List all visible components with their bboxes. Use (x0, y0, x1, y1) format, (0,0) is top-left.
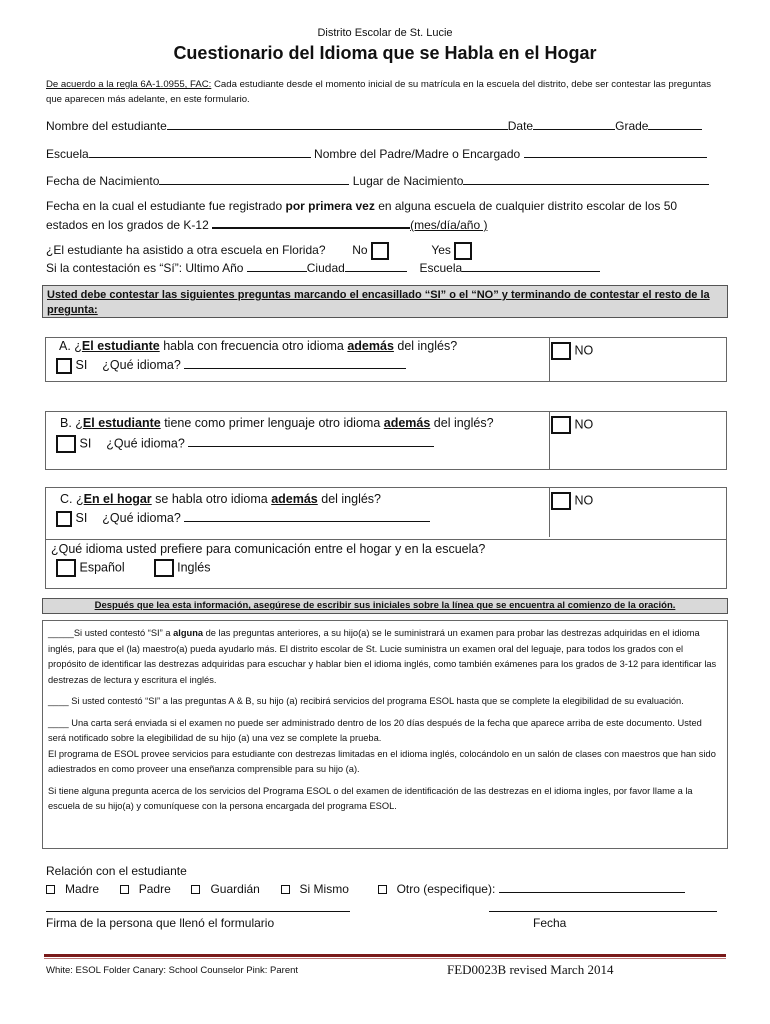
question-a-no-checkbox[interactable] (551, 342, 571, 360)
question-c-text: C. ¿En el hogar se habla otro idioma además del inglés? (60, 492, 382, 506)
self-checkbox[interactable] (281, 885, 290, 894)
parent-name-field[interactable] (524, 146, 707, 158)
question-a-box (45, 337, 727, 382)
florida-yes-checkbox[interactable] (454, 242, 472, 260)
initials-notice: Después que lea esta información, asegúrese de escribir sus iniciales sobre la línea que se encuentra al comienzo de la oración. (42, 598, 728, 614)
question-a-language-label: ¿Qué idioma? (102, 358, 181, 372)
city-label: Ciudad (306, 261, 345, 275)
question-b-divider (549, 412, 550, 469)
question-a-divider (549, 338, 550, 381)
first-reg-date-field[interactable] (212, 216, 410, 229)
relation-label: Relación con el estudiante (46, 864, 187, 878)
florida-no-label: No (352, 243, 368, 258)
grade-label: Grade (615, 119, 649, 133)
info-paragraph-4: El programa de ESOL provee servicios para estudiante con destrezas limitadas en el idioma inglés, colocándolo en un salón de clases con maestros que han sido adiestrados en como proveer una enseñanza comprensible para su hijo (a). (48, 748, 716, 774)
form-title: Cuestionario del Idioma que se Habla en el Hogar (173, 43, 597, 63)
question-a-si-label: SI (75, 358, 88, 372)
first-reg-bold: por primera vez (285, 199, 375, 213)
question-a-si-checkbox[interactable] (56, 358, 72, 374)
student-name-field[interactable] (167, 118, 508, 130)
first-reg-text: Fecha en la cual el estudiante fue registrado (46, 199, 286, 213)
question-c-no-row (551, 492, 593, 510)
date-label: Date (507, 119, 534, 133)
question-c-si-row (56, 510, 430, 527)
form-revision: FED0023B revised March 2014 (447, 962, 614, 977)
question-b-si-checkbox[interactable] (56, 435, 76, 453)
question-b-text: B. ¿El estudiante tiene como primer lenguaje otro idioma además del inglés? (60, 416, 494, 430)
first-reg-text2: en alguna escuela de cualquier distrito escolar de los 50 (374, 199, 678, 213)
signature-date-line[interactable] (489, 911, 717, 912)
information-block (42, 620, 728, 849)
question-b-language-field[interactable] (188, 435, 434, 447)
english-label: Inglés (177, 560, 211, 575)
grade-field[interactable] (648, 118, 702, 130)
question-c-separator (46, 539, 726, 540)
question-c-language-field[interactable] (184, 510, 430, 522)
info-paragraph-2: ____ Si usted contestó “SI” a las preguntas A & B, su hijo (a) recibirá servicios del programa ESOL hasta que se complete la elegibilidad de su evaluación. (48, 696, 684, 706)
first-registration-line1 (46, 199, 677, 213)
instructions-header: Usted debe contestar las siguientes preguntas marcando el encasillado “SI” o el “NO” y terminando de contestar el resto de la pregunta: (42, 285, 728, 318)
intro-text: Cada estudiante desde el momento inicial de su matrícula en la escuela del distrito, debe ser contestar las preguntas que aparecen más adelante, en este formulario. (46, 79, 712, 105)
question-b-box (45, 411, 727, 470)
info-paragraph-3: ____ Una carta será enviada si el examen no puede ser administrado dentro de los 20 días después de la fecha que aparece arriba de este documento. Usted será notificado sobre la elegibilidad de su hijo (a) una vez se complete la prueba. (48, 717, 702, 743)
date-format-hint: (mes/día/año ) (410, 218, 488, 232)
preference-options (56, 559, 210, 577)
spanish-checkbox[interactable] (56, 559, 76, 577)
father-checkbox[interactable] (120, 885, 129, 894)
father-label: Padre (138, 882, 171, 896)
question-a-no-row (551, 342, 593, 360)
if-yes-label: Si la contestación es “Sí”: Ultimo Año (46, 261, 247, 275)
birth-date-field[interactable] (159, 173, 349, 185)
guardian-label: Guardián (210, 882, 260, 896)
question-c-divider (549, 488, 550, 537)
question-b-no-checkbox[interactable] (551, 416, 571, 434)
last-year-field[interactable] (247, 260, 307, 272)
question-c-no-checkbox[interactable] (551, 492, 571, 510)
info-paragraph-1: _____Si usted contestó “SI” a alguna de las preguntas anteriores, a su hijo(a) se le suministrará un examen para probar las destrezas adquiridas en el idioma inglés, para que el (la) maestro(a) pueda ayudarlo más. El distrito escolar de St. Lucie suministra un examen oral del leguaje, para todos los grados con el propósito de identificar las destrezas adquiridas para escuchar y hablar bien el idioma inglés, como también exámenes para los grados de 3-12 para identificar las destrezas de lectura y escritura el inglés. (48, 628, 717, 685)
school2-label: Escuela (419, 261, 463, 275)
birth-date-label: Fecha de Nacimiento (46, 174, 160, 188)
question-c-box (45, 487, 727, 589)
birth-place-field[interactable] (463, 173, 709, 185)
question-c-si-label: SI (75, 511, 88, 525)
parent-name-label: Nombre del Padre/Madre o Encargado (314, 147, 521, 161)
copy-distribution: White: ESOL Folder Canary: School Counselor Pink: Parent (46, 965, 299, 976)
footer-rule (44, 954, 726, 957)
question-b-no-label: NO (574, 417, 594, 432)
school-label: Escuela (46, 147, 89, 161)
school-row (46, 146, 707, 161)
question-b-si-row (56, 435, 434, 453)
info-paragraph-5: Si tiene alguna pregunta acerca de los servicios del Programa ESOL o del examen de identificación de las destrezas en el idioma ingles, por favor llame a la escuela de su hijo(a) y comuníquese con la persona encargada del programa ESOL. (48, 785, 693, 811)
mother-checkbox[interactable] (46, 885, 55, 894)
preference-question: ¿Qué idioma usted prefiere para comunicación entre el hogar y en la escuela? (51, 542, 486, 556)
spanish-label: Español (79, 560, 125, 575)
city-field[interactable] (345, 260, 407, 272)
student-name-label: Nombre del estudiante (46, 119, 167, 133)
question-c-no-label: NO (574, 493, 594, 508)
birth-place-label: Lugar de Nacimiento (352, 174, 464, 188)
mother-label: Madre (65, 882, 100, 896)
florida-question-row (46, 242, 472, 260)
question-a-si-row (56, 357, 406, 374)
question-a-text: A. ¿El estudiante habla con frecuencia otro idioma además del inglés? (59, 339, 458, 353)
first-reg-text3: estados en los grados de K-12 (46, 218, 213, 232)
florida-no-checkbox[interactable] (371, 242, 389, 260)
question-b-si-label: SI (79, 436, 92, 451)
question-a-language-field[interactable] (184, 357, 406, 369)
other-specify-field[interactable] (499, 881, 685, 893)
question-b-language-label: ¿Qué idioma? (106, 436, 185, 451)
footer-rule-thin (44, 958, 726, 959)
question-b-no-row (551, 416, 593, 434)
other-label: Otro (especifique): (396, 882, 496, 896)
signature-label: Firma de la persona que llenó el formulario (46, 916, 275, 930)
signature-line[interactable] (46, 911, 350, 912)
intro-paragraph (46, 77, 726, 107)
student-name-row (46, 118, 702, 133)
question-a-no-label: NO (574, 343, 594, 358)
question-c-language-label: ¿Qué idioma? (102, 511, 181, 525)
relation-options (46, 881, 685, 896)
english-checkbox[interactable] (154, 559, 174, 577)
question-c-si-checkbox[interactable] (56, 511, 72, 527)
signature-date-label: Fecha (533, 916, 567, 930)
school-field[interactable] (89, 146, 311, 158)
other-checkbox[interactable] (378, 885, 387, 894)
school2-field[interactable] (462, 260, 600, 272)
district-name: Distrito Escolar de St. Lucie (317, 27, 453, 39)
first-registration-line2 (46, 216, 487, 232)
guardian-checkbox[interactable] (191, 885, 200, 894)
self-label: Si Mismo (299, 882, 349, 896)
rule-reference: De acuerdo a la regla 6A-1.0955, FAC: (46, 79, 212, 90)
birth-row (46, 173, 709, 188)
date-field[interactable] (533, 118, 615, 130)
florida-question: ¿El estudiante ha asistido a otra escuela en Florida? (46, 243, 326, 258)
florida-details-row (46, 260, 600, 275)
florida-yes-label: Yes (431, 243, 451, 258)
